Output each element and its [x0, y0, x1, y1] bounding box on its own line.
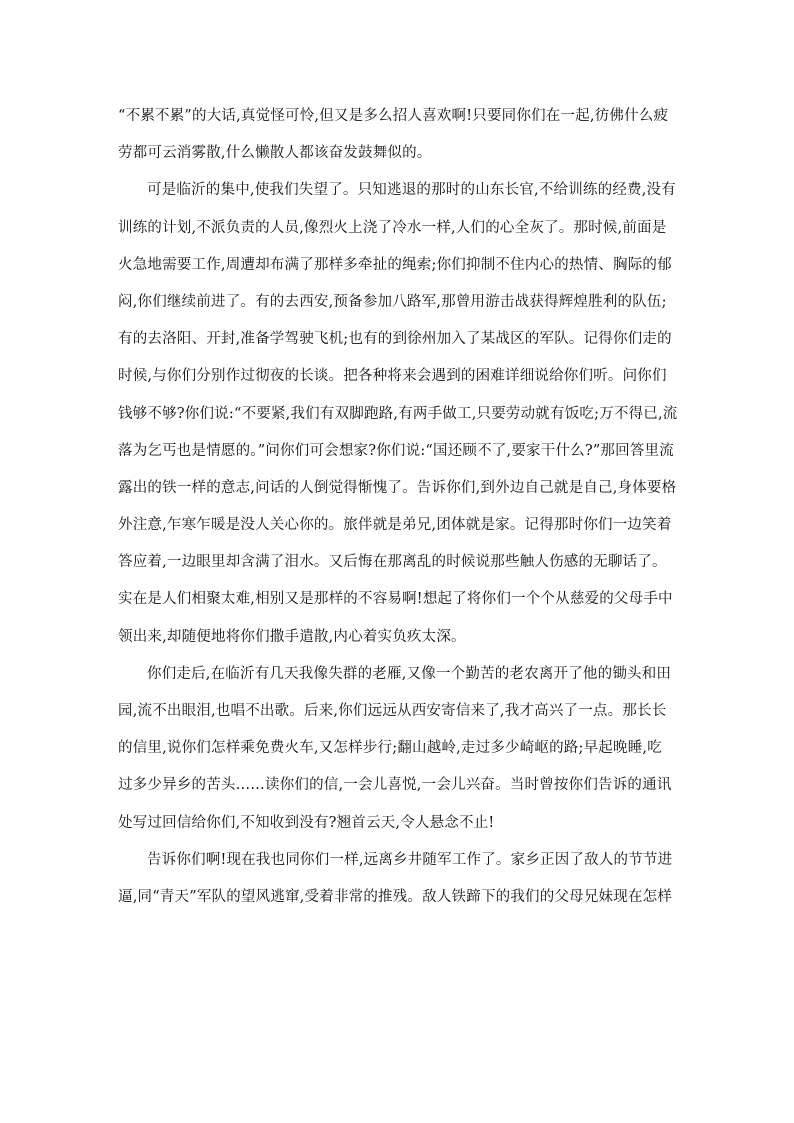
paragraph-start-line: 可是临沂的集中,使我们失望了。只知逃退的那时的山东长官,不给训练的经费,没有	[147, 182, 676, 199]
text-line: 闷,你们继续前进了。有的去西安,预备参加八路军,那曾用游击战获得辉煌胜利的队伍;	[118, 293, 667, 310]
text-line: “不累不累”的大话,真觉怪可怜,但又是多么招人喜欢啊!只要同你们在一起,彷佛什么疲	[118, 108, 669, 124]
text-line: 时候,与你们分别作过彻夜的长谈。把各种将来会遇到的困难详细说给你们听。问你们	[118, 368, 667, 385]
text-line: 处写过回信给你们,不知收到没有?翘首云天,令人悬念不止!	[118, 814, 495, 831]
paragraph-start-line: 你们走后,在临沂有几天我像失群的老雁,又像一个勤苦的老农离开了他的锄头和田	[147, 665, 672, 682]
text-line: 落为乞丐也是情愿的。”问你们可会想家?你们说:“国还顾不了,要家干什么?”那回答里流	[118, 442, 674, 459]
text-line: 劳都可云消雾散,什么懒散人都该奋发鼓舞似的。	[118, 145, 432, 162]
paragraph-start-line: 告诉你们啊!现在我也同你们一样,远离乡井随军工作了。家乡正因了敌人的节节进	[147, 851, 673, 868]
text-line: 领出来,却随便地将你们撒手遣散,内心着实负疚太深。	[118, 628, 466, 645]
text-line: 火急地需要工作,周遭却布满了那样多牵扯的绳索;你们抑制不住内心的热情、胸际的郁	[118, 256, 672, 273]
text-line: 的信里,说你们怎样乘免费火车,又怎样步行;翻山越岭,走过多少崎岖的路;早起晚睡,吃	[118, 740, 662, 757]
text-line: 外注意,乍寒乍暖是没人关心你的。旅伴就是弟兄,团体就是家。记得那时你们一边笑着	[118, 517, 672, 534]
body-text	[118, 98, 678, 916]
text-line: 露出的铁一样的意志,问话的人倒觉得惭愧了。告诉你们,到外边自己就是自己,身体要格	[118, 479, 677, 496]
text-line: 答应着,一边眼里却含满了泪水。又后悔在那离乱的时候说那些触人伤感的无聊话了。	[118, 554, 667, 571]
text-line: 钱够不够?你们说:“不要紧,我们有双脚跑路,有两手做工,只要劳动就有饭吃;万不得已,流	[118, 405, 678, 422]
text-line: 园,流不出眼泪,也唱不出歌。后来,你们远远从西安寄信来了,我才高兴了一点。那长长	[118, 703, 667, 719]
text-line: 过多少异乡的苦头……读你们的信,一会儿喜悦,一会儿兴奋。当时曾按你们告诉的通讯	[118, 777, 672, 794]
text-line: 实在是人们相聚太难,相别又是那样的不容易啊!想起了将你们一个个从慈爱的父母手中	[118, 591, 673, 608]
text-line: 逼,同“青天”军队的望风逃窜,受着非常的推残。敌人铁蹄下的我们的父母兄妹现在怎样	[118, 888, 673, 905]
text-line: 训练的计划,不派负责的人员,像烈火上浇了冷水一样,人们的心全灰了。那时候,前面是	[118, 219, 667, 236]
text-line: 有的去洛阳、开封,准备学驾驶飞机;也有的到徐州加入了某战区的军队。记得你们走的	[118, 331, 672, 348]
